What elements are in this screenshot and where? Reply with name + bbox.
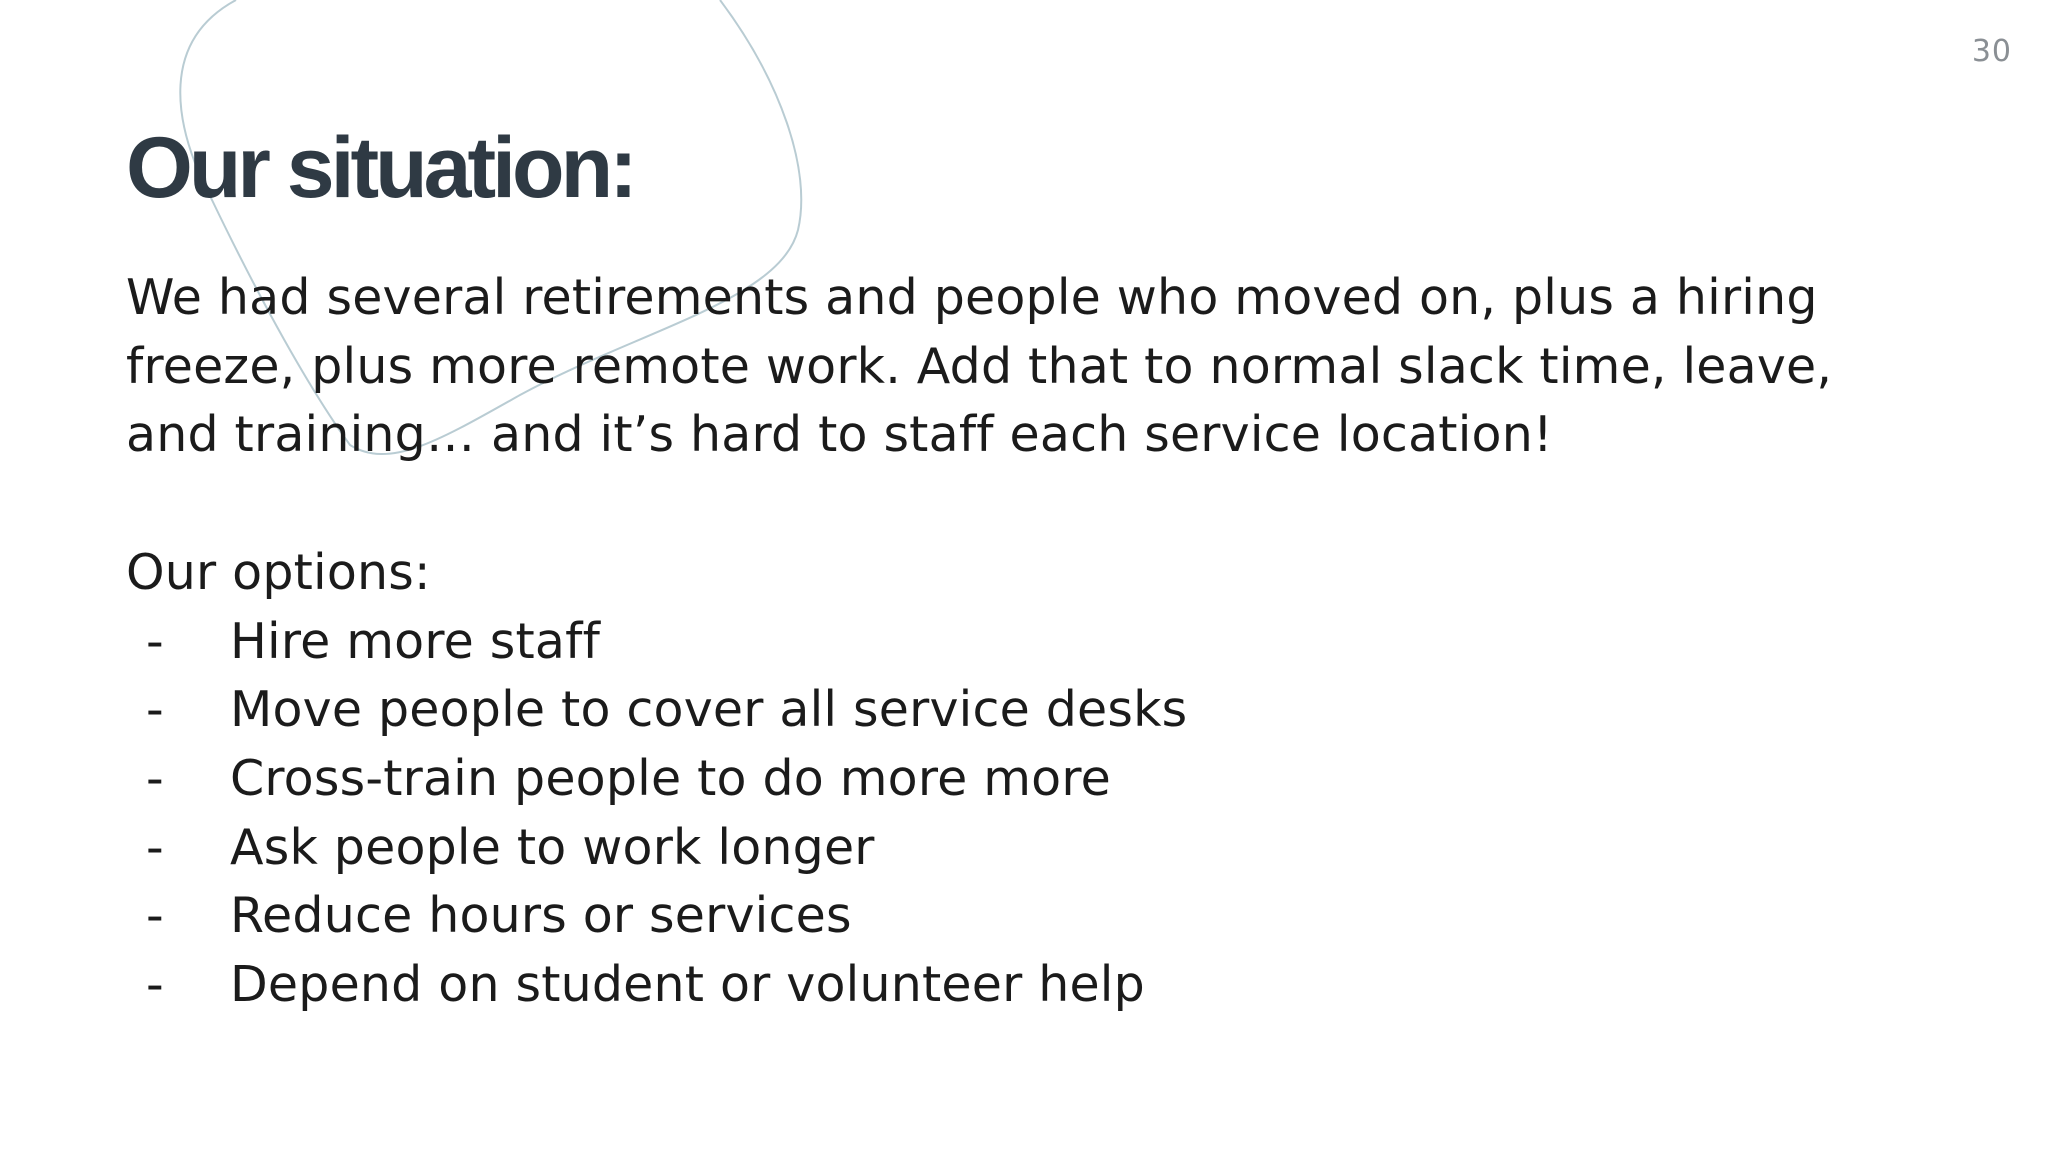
option-text: Reduce hours or services [230,887,852,945]
options-list [126,608,1956,1020]
option-text: Ask people to work longer [230,818,875,876]
list-item [126,882,1956,951]
list-item [126,814,1956,883]
option-text: Depend on student or volunteer help [230,956,1145,1014]
option-text: Hire more staff [230,612,601,670]
bullet-dash: - [146,956,164,1014]
list-item [126,951,1956,1020]
options-heading: Our options: [126,543,431,601]
bullet-dash: - [146,612,164,670]
slide-title: Our situation: [126,120,634,216]
intro-paragraph: We had several retirements and people who moved on, plus a hiring freeze, plus more remote work. Add that to normal slack time, leave, and training… and it’s hard to staff each service location! [126,269,1833,464]
list-item [126,608,1956,677]
page-number: 30 [1971,34,2012,69]
option-text: Move people to cover all service desks [230,681,1188,739]
bullet-dash: - [146,818,164,876]
bullet-dash: - [146,749,164,807]
list-item [126,676,1956,745]
bullet-dash: - [146,887,164,945]
bullet-dash: - [146,681,164,739]
option-text: Cross-train people to do more more [230,749,1111,807]
list-item [126,745,1956,814]
slide-body [126,264,1956,1020]
